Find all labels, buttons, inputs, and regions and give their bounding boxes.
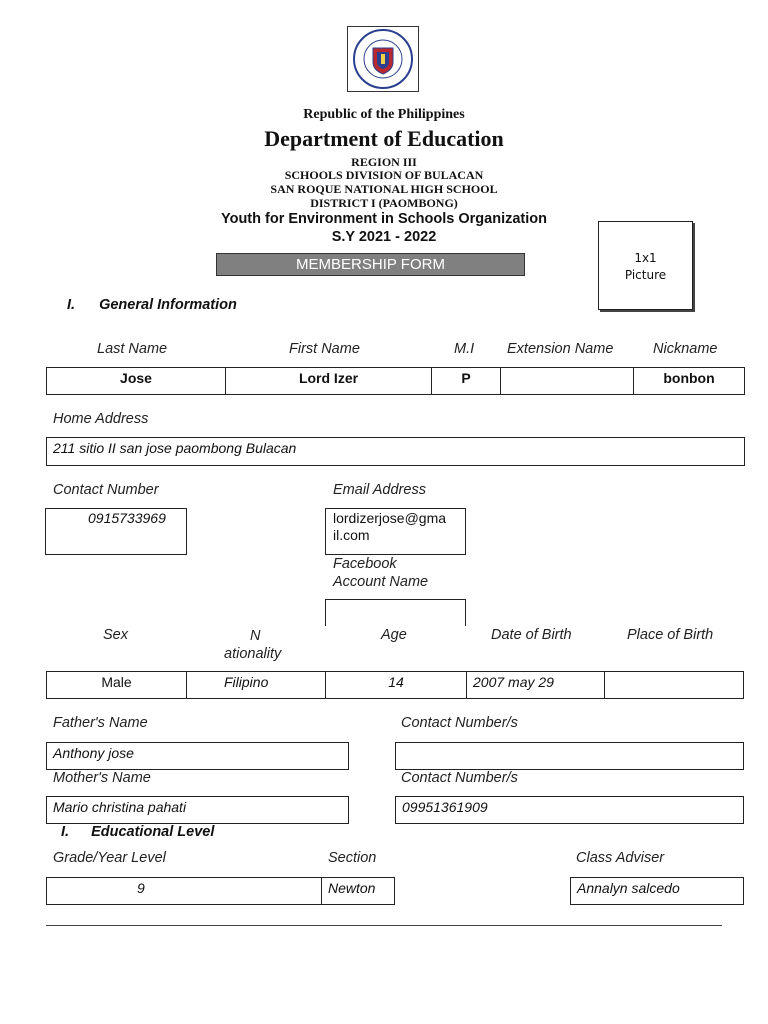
mother-contact-field[interactable]: 09951361909	[395, 796, 744, 824]
home-address-label: Home Address	[53, 411, 149, 427]
bottom-divider	[46, 925, 722, 926]
last-name-field[interactable]: Jose	[47, 368, 226, 394]
father-contact-field[interactable]	[395, 742, 744, 770]
school-year-line: S.Y 2021 - 2022	[331, 229, 437, 245]
membership-form-title-bar	[216, 253, 525, 276]
picture-box-line2: Picture	[624, 268, 667, 282]
picture-box-line1: 1x1	[634, 251, 657, 265]
nationality-field[interactable]: Filipino	[187, 672, 326, 698]
mother-name-field[interactable]: Mario christina pahati	[46, 796, 349, 824]
email-line1: lordizerjose@gma	[333, 510, 447, 526]
section2-title: Educational Level	[91, 824, 215, 840]
facebook-account-field[interactable]	[325, 599, 466, 626]
mother-name-label: Mother's Name	[53, 770, 151, 786]
nationality-label-line2: ationality	[224, 646, 282, 662]
region-line: REGION III	[351, 155, 417, 169]
date-of-birth-label: Date of Birth	[491, 627, 572, 643]
section-educational-level-heading	[61, 824, 214, 840]
age-label: Age	[381, 627, 407, 643]
sex-field[interactable]: Male	[47, 672, 187, 698]
sex-label: Sex	[103, 627, 128, 643]
extension-name-field[interactable]	[501, 368, 634, 394]
last-name-label: Last Name	[97, 341, 168, 357]
section-label: Section	[328, 850, 377, 866]
age-field[interactable]: 14	[326, 672, 467, 698]
facebook-label-line2: Account Name	[333, 574, 429, 590]
form-title: MEMBERSHIP FORM	[296, 256, 445, 273]
place-of-birth-label: Place of Birth	[627, 627, 714, 643]
mi-field[interactable]: P	[432, 368, 501, 394]
email-address-field[interactable]	[325, 508, 466, 555]
grade-level-label: Grade/Year Level	[53, 850, 166, 866]
grade-section-row	[46, 877, 395, 905]
personal-row	[46, 671, 744, 699]
father-name-label: Father's Name	[53, 715, 148, 731]
section-title: General Information	[99, 297, 237, 313]
mi-label: M.I	[454, 341, 475, 357]
organization-line: Youth for Environment in Schools Organization	[221, 211, 547, 227]
class-adviser-label: Class Adviser	[576, 850, 665, 866]
nickname-field[interactable]: bonbon	[663, 370, 715, 386]
email-line2: il.com	[333, 527, 370, 543]
section2-number: I.	[61, 824, 70, 840]
mother-contact-label: Contact Number/s	[401, 770, 518, 786]
section-field[interactable]: Newton	[328, 880, 376, 896]
nationality-label	[224, 627, 281, 663]
contact-number-label: Contact Number	[53, 482, 159, 498]
seal-icon	[347, 26, 419, 92]
grade-level-field[interactable]	[47, 878, 322, 904]
school-line: SAN ROQUE NATIONAL HIGH SCHOOL	[270, 182, 498, 196]
facebook-label-line1: Facebook	[333, 556, 397, 572]
father-name-field[interactable]: Anthony jose	[46, 742, 349, 770]
father-contact-label: Contact Number/s	[401, 715, 518, 731]
district-line: DISTRICT I (PAOMBONG)	[310, 196, 458, 210]
republic-line: Republic of the Philippines	[303, 107, 465, 122]
date-of-birth-field[interactable]: 2007 may 29	[467, 672, 605, 698]
section-general-info-heading	[67, 297, 237, 313]
deped-seal	[347, 26, 419, 92]
grade-level-value: 9	[137, 880, 145, 896]
home-address-field[interactable]: 211 sitio II san jose paombong Bulacan	[46, 437, 745, 466]
class-adviser-field[interactable]: Annalyn salcedo	[570, 877, 744, 905]
facebook-label	[333, 555, 428, 591]
division-line: SCHOOLS DIVISION OF BULACAN	[284, 168, 484, 182]
first-name-field[interactable]: Lord Izer	[226, 368, 432, 394]
nickname-label: Nickname	[653, 341, 718, 357]
contact-number-field[interactable]	[45, 508, 187, 555]
nationality-label-line1: N	[250, 628, 261, 644]
email-address-label: Email Address	[333, 482, 426, 498]
section-number: I.	[67, 297, 76, 313]
extension-name-label: Extension Name	[507, 341, 614, 357]
place-of-birth-field[interactable]	[605, 672, 743, 698]
department-title: Department of Education	[264, 126, 504, 151]
name-row	[46, 367, 745, 395]
first-name-label: First Name	[289, 341, 360, 357]
contact-number-value: 0915733969	[88, 510, 166, 526]
picture-box[interactable]	[598, 221, 693, 310]
